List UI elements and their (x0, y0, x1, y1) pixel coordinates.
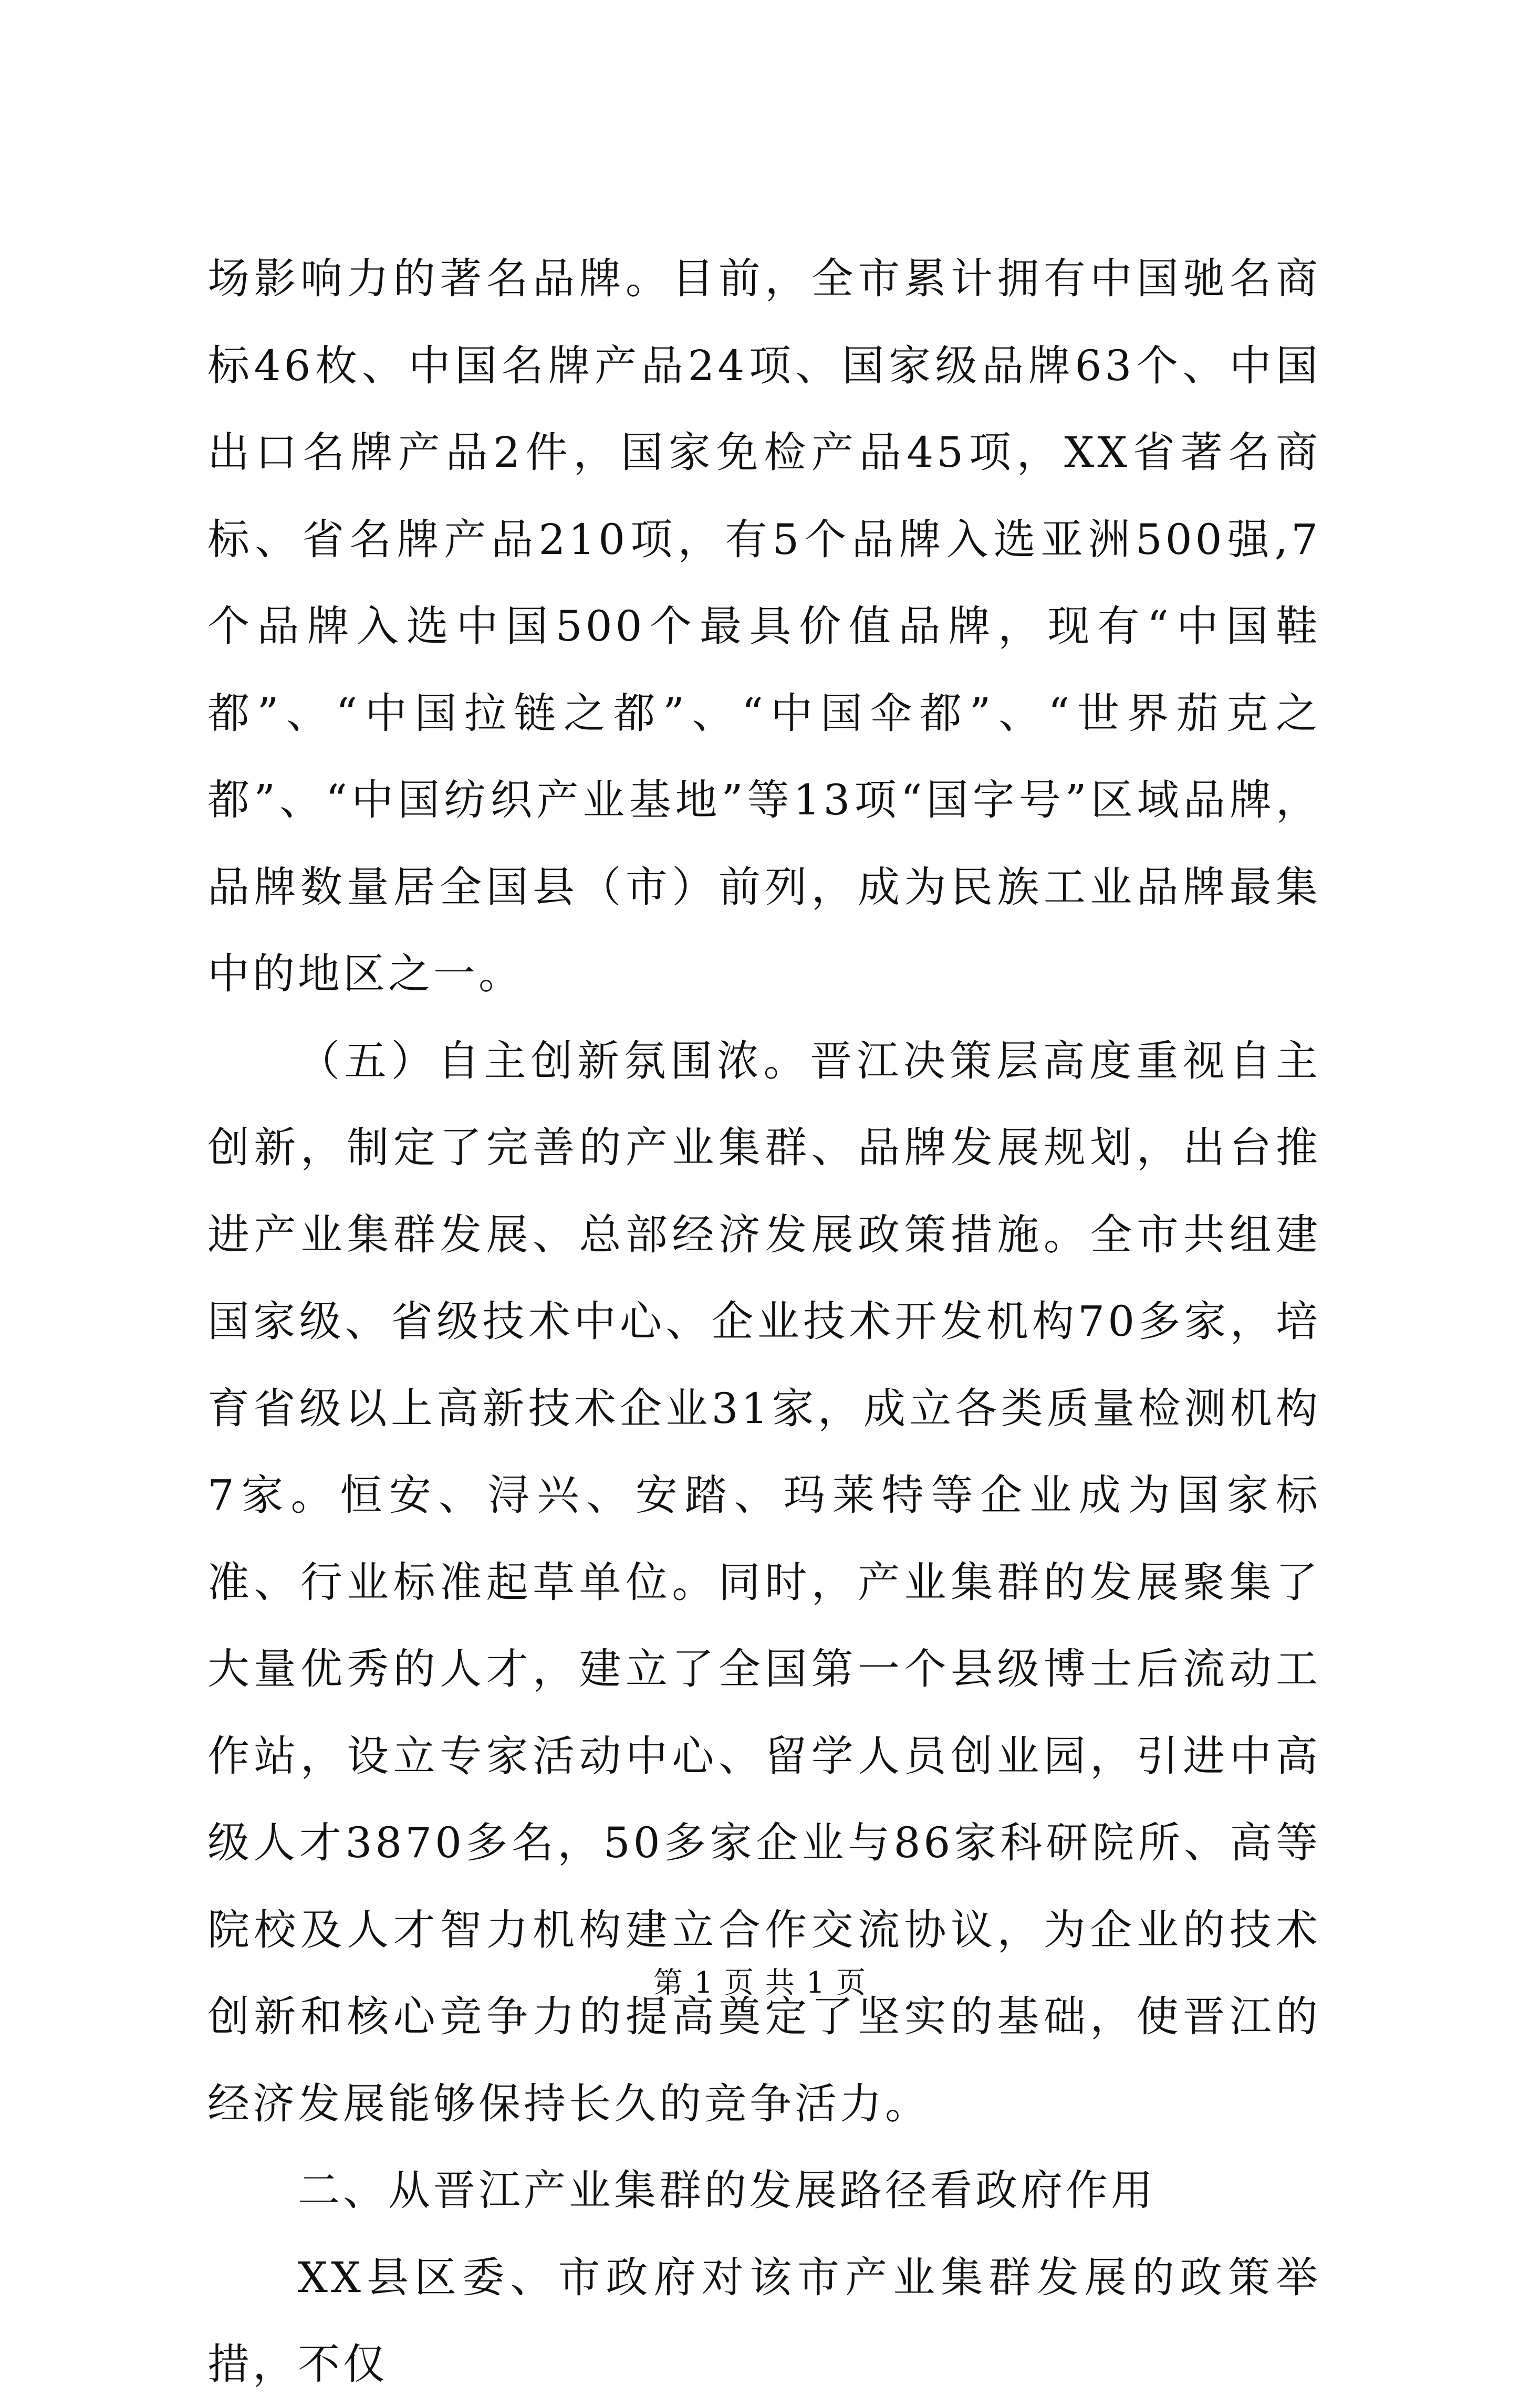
document-body (207, 235, 1321, 2408)
paragraph-government: XX县区委、市政府对该市产业集群发展的政策举措，不仅 (207, 2253, 1321, 2389)
page-number-footer: 第 1 页 共 1 页 (653, 1966, 867, 2000)
section-heading: 二、从晋江产业集群的发展路径看政府作用 (298, 2166, 1156, 2215)
paragraph-innovation: （五）自主创新氛围浓。晋江决策层高度重视自主创新，制定了完善的产业集群、品牌发展规划，出台推进产业集群发展、总部经济发展政策措施。全市共组建国家级、省级技术中心、企业技术开发机构70多家，培育省级以上高新技术企业31家，成立各类质量检测机构7家。恒安、浔兴、安踏、玛莱特等企业成为国家标准、行业标准起草单位。同时，产业集群的发展聚集了大量优秀的人才，建立了全国第一个县级博士后流动工作站，设立专家活动中心、留学人员创业园，引进中高级人才3870多名，50多家企业与86家科研院所、高等院校及人才智力机构建立合作交流协议，为企业的技术创新和核心竞争力的提高奠定了坚实的基础，使晋江的经济发展能够保持长久的竞争活力。 (207, 1036, 1321, 2128)
paragraph-brands: 场影响力的著名品牌。目前，全市累计拥有中国驰名商标46枚、中国名牌产品24项、国家级品牌63个、中国出口名牌产品2件，国家免检产品45项，XX省著名商标、省名牌产品210项，有5个品牌入选亚洲500强,7个品牌入选中国500个最具价值品牌，现有“中国鞋都”、“中国拉链之都”、“中国伞都”、“世界茄克之都”、“中国纺织产业基地”等13项“国字号”区域品牌，品牌数量居全国县（市）前列，成为民族工业品牌最集中的地区之一。 (207, 254, 1321, 998)
